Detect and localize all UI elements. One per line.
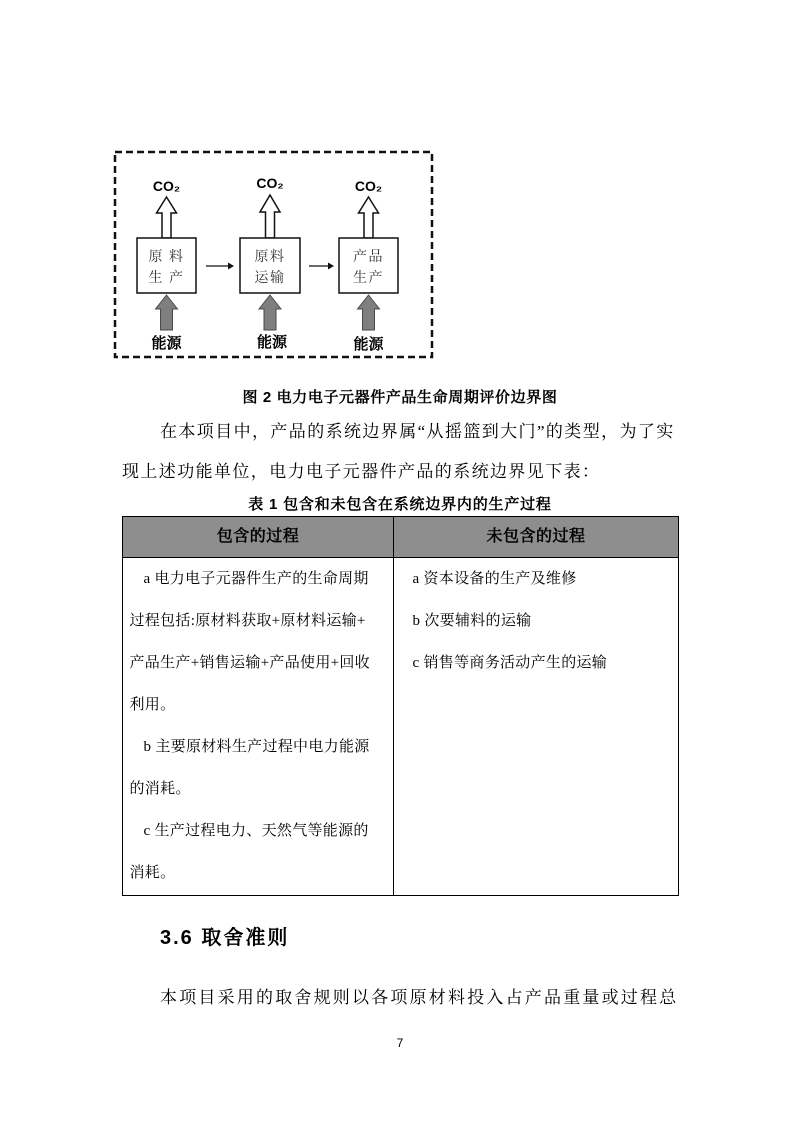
stage-raw-material-transport (240, 175, 300, 351)
section-heading: 3.6 取舍准则 (160, 927, 290, 949)
co2-output-label: CO₂ (152, 178, 181, 194)
included-item-c (130, 810, 394, 894)
cell-line: 产品生产+销售运输+产品使用+回收 (129, 654, 370, 671)
co2-output-arrow-icon (359, 197, 379, 238)
header-excluded: 未包含的过程 (394, 517, 678, 558)
stage-label-line2: 运输 (254, 271, 286, 286)
cell-line: a 电力电子元器件生产的生命周期 (143, 570, 369, 587)
stage-product-manufacturing (339, 178, 398, 353)
included-item-a (130, 558, 394, 726)
paragraph-line: 现上述功能单位，电力电子元器件产品的系统边界见下表： (122, 462, 601, 481)
excluded-cell (394, 558, 678, 896)
lifecycle-boundary-diagram (0, 0, 800, 370)
stage-raw-material-production (137, 178, 196, 352)
cell-line: c 生产过程电力、天然气等能源的 (143, 822, 369, 839)
cell-line: b 主要原材料生产过程中电力能源 (143, 738, 370, 755)
co2-output-label: CO₂ (354, 178, 383, 194)
stage-label-line1: 产品 (353, 250, 384, 265)
energy-input-arrow-icon (358, 295, 380, 330)
cell-line: 的消耗。 (129, 780, 191, 797)
table-caption: 表 1 包含和未包含在系统边界内的生产过程 (248, 496, 552, 513)
page-number: 7 (396, 1036, 404, 1050)
cell-line: 利用。 (129, 696, 176, 713)
paragraph-line: 在本项目中，产品的系统边界属“从摇篮到大门”的类型，为了实 (160, 422, 675, 441)
energy-input-arrow-icon (259, 295, 281, 330)
included-cell (123, 558, 394, 896)
co2-output-label: CO₂ (256, 175, 284, 191)
cell-line: 消耗。 (129, 864, 176, 881)
stage-label-line2: 生产 (353, 271, 384, 286)
header-included: 包含的过程 (123, 517, 394, 558)
excluded-item-c: c 销售等商务活动产生的运输 (412, 654, 608, 671)
energy-input-label: 能源 (256, 334, 288, 351)
energy-input-label: 能源 (151, 335, 182, 352)
flow-arrow-icon (309, 263, 334, 270)
energy-input-arrow-icon (156, 295, 178, 330)
co2-output-arrow-icon (157, 197, 177, 238)
section-paragraph-line: 本项目采用的取舍规则以各项原材料投入占产品重量或过程总 (160, 988, 679, 1007)
co2-output-arrow-icon (260, 195, 280, 238)
included-item-b (130, 726, 394, 810)
process-boundary-table (122, 516, 679, 896)
cell-line: 过程包括:原材料获取+原材料运输+ (129, 612, 366, 629)
excluded-item-a: a 资本设备的生产及维修 (412, 570, 577, 587)
flow-arrow-icon (206, 263, 234, 270)
stage-label-line1: 原料 (254, 250, 286, 265)
energy-input-label: 能源 (353, 336, 384, 353)
excluded-item-b: b 次要辅料的运输 (412, 612, 532, 629)
stage-label-line1: 原 料 (148, 250, 185, 265)
figure-caption: 图 2 电力电子元器件产品生命周期评价边界图 (242, 389, 558, 406)
stage-label-line2: 生 产 (148, 271, 185, 286)
